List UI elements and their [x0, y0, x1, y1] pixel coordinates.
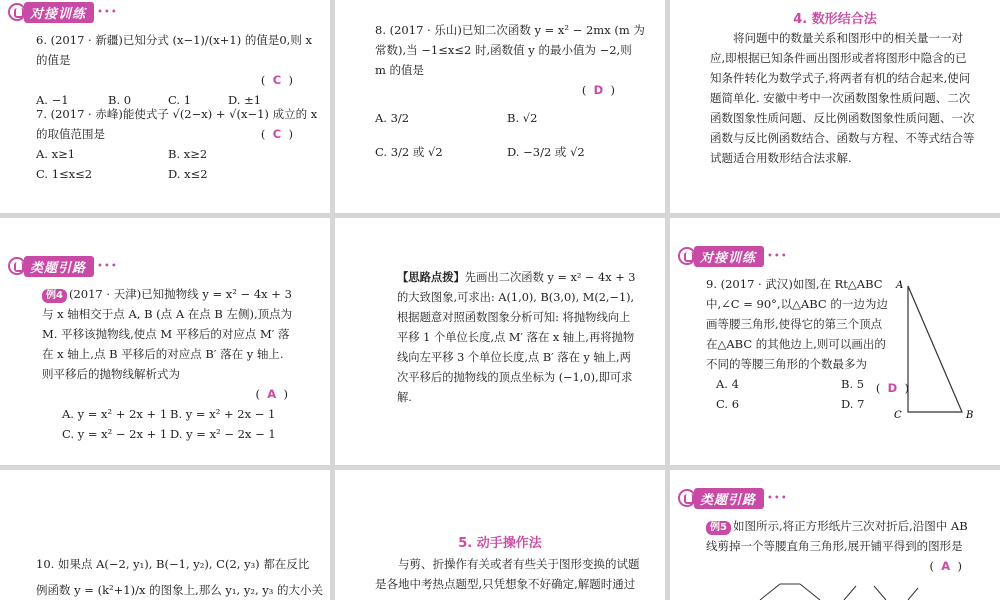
paren-close: ): [904, 381, 909, 395]
question-9: [706, 274, 909, 414]
hand-icon: [678, 489, 696, 507]
question-7-options-row1: [36, 144, 321, 164]
cell-q10: [0, 470, 330, 600]
paren-open: (: [255, 387, 260, 401]
label-b: B: [966, 410, 974, 421]
banner-label: 类题引路: [24, 256, 94, 277]
example-4-body: (2017 · 天津)已知抛物线 y = x² − 4x + 3 与 x 轴相交于点 A, B (点 A 在点 B 左侧),顶点为 M. 平移该抛物线,使点 M 平移后的对应点 M′ 落在 x 轴上,点 B 平移后的对应点 B′ 落在 y 轴上. 则平移后的抛物线解析式为: [42, 287, 293, 381]
cell-method-5: [335, 470, 665, 600]
banner-example: [8, 256, 118, 276]
option-a: A. y = x² + 2x + 1: [62, 407, 168, 421]
example-4-answer-row: [42, 384, 294, 404]
paren-open: (: [260, 73, 266, 87]
example-4-options-row2: [42, 424, 294, 444]
figure-line: [800, 584, 820, 600]
triangle-figure: [888, 274, 988, 424]
section-body-line1: 与剪、折操作有关或者有些关于图形变换的试题: [398, 557, 640, 571]
option-b: B. 0: [108, 93, 132, 107]
example-5: [706, 516, 968, 573]
tip-label: 【思路点拨】: [397, 271, 465, 284]
paren-open: (: [929, 559, 934, 573]
banner-practice: [678, 246, 788, 266]
banner-practice: [8, 2, 118, 22]
section-body: 将问题中的数量关系和图形中的相关量一一对应,即根据已知条件画出图形或者将图形中隐含的已知条件转化为数学式子,将两者有机的结合起来,使问题简单化. 安徽中考中一次函数图象性质问题、二次函数图象性质问题、反比例函数图象性质问题、一次函数与反比例函数结合、函数与方程、不等式结合等试题适合用数形结合法求解.: [710, 31, 975, 165]
cell-q6-q7: [0, 0, 330, 213]
cell-example-5: [670, 470, 1000, 600]
hand-icon: [8, 3, 26, 21]
question-7-answer: C: [272, 127, 282, 141]
question-10: [36, 554, 326, 600]
cell-example-4: [0, 218, 330, 465]
figure-line: [874, 586, 886, 600]
example-4-answer: A: [267, 387, 277, 401]
option-d: D. −3/2 或 √2: [507, 145, 585, 159]
question-7-text: 7. (2017 · 赤峰)能使式子 √(2−x) + √(x−1) 成立的 x 的取值范围是: [36, 107, 318, 141]
banner-label: 对接训练: [24, 2, 94, 23]
option-a: A. −1: [36, 93, 69, 107]
paren-open: (: [260, 127, 266, 141]
question-7: [36, 104, 321, 184]
question-6-answer-row: [36, 70, 321, 90]
section-title: 5. 动手操作法: [458, 536, 542, 551]
dots-decoration: •••: [767, 250, 788, 262]
figure-line: [760, 584, 780, 600]
cell-q8: [335, 0, 665, 213]
paren-close: ): [957, 559, 962, 573]
figure-line: [908, 588, 918, 600]
option-a: A. 4: [716, 377, 739, 391]
paren-close: ): [610, 83, 615, 97]
banner-example: [678, 488, 788, 508]
thinking-tip: [397, 268, 637, 408]
question-9-options-row1: [706, 374, 891, 394]
question-9-answer: D: [887, 381, 898, 395]
option-a: A. x≥1: [36, 147, 76, 161]
question-6: [36, 30, 321, 110]
dots-decoration: •••: [97, 260, 118, 272]
question-9-options-row2: [706, 394, 891, 414]
example-4: [42, 284, 294, 444]
dots-decoration: •••: [767, 492, 788, 504]
example-4-options-row1: [42, 404, 294, 424]
hand-icon: [8, 257, 26, 275]
label-c: C: [894, 410, 902, 421]
option-b: B. x≥2: [168, 147, 208, 161]
paren-close: ): [283, 387, 288, 401]
option-d: D. x≤2: [168, 167, 208, 181]
option-c: C. 3/2 或 √2: [375, 145, 443, 159]
question-6-text: 6. (2017 · 新疆)已知分式 (x−1)/(x+1) 的值是0,则 x 的值是: [36, 33, 312, 67]
option-c: C. y = x² − 2x + 1: [62, 427, 168, 441]
cell-tip: [335, 218, 665, 465]
hand-icon: [678, 247, 696, 265]
paren-close: ): [288, 73, 293, 87]
question-8-answer-row: [375, 80, 645, 100]
question-8-text: 8. (2017 · 乐山)已知二次函数 y = x² − 2mx (m 为常数),当 −1≤x≤2 时,函数值 y 的最小值为 −2,则 m 的值是: [375, 23, 645, 77]
question-8-answer: D: [593, 83, 604, 97]
question-8-options-row2: [375, 142, 645, 162]
example-tag: 例5: [706, 521, 731, 535]
question-6-answer: C: [272, 73, 282, 87]
label-a: A: [896, 280, 904, 291]
question-10-line2: 例函数 y = (k²+1)/x 的图象上,那么 y₁, y₂, y₃ 的大小关: [36, 583, 324, 597]
example-tag: 例4: [42, 289, 67, 303]
question-8-options-row1: [375, 108, 645, 128]
question-10-line1: 10. 如果点 A(−2, y₁), B(−1, y₂), C(2, y₃) 都在反比: [36, 557, 310, 571]
paren-open: (: [875, 381, 881, 395]
section-title: 4. 数形结合法: [793, 12, 877, 27]
paren-open: (: [581, 83, 587, 97]
example-5-body: 如图所示,将正方形纸片三次对折后,沿图中 AB 线剪掉一个等腰直角三角形,展开铺平得到的图形是: [706, 519, 968, 553]
option-d: D. 7: [841, 397, 865, 411]
tip-text: 先画出二次函数 y = x² − 4x + 3 的大致图象,可求出: A(1,0), B(3,0), M(2,−1), 根据题意对照函数图象分析可知: 将抛物线向上平移 1 个单位长度,点 M′ 落在 x 轴上,再将抛物线向左平移 3 个单位长度,点 B′ 落在 y 轴上,两次平移后的抛物线的顶点坐标为 (−1,0),即可求解.: [397, 271, 636, 404]
option-d: D. y = x² − 2x − 1: [170, 427, 276, 441]
section-body-line2: 是各地中考热点题型,只凭想象不好确定,解题时通过: [375, 577, 636, 591]
option-d: D. ±1: [228, 93, 262, 107]
option-c: C. 1: [168, 93, 192, 107]
example-5-answer: A: [941, 559, 951, 573]
example-5-answer-row: [929, 556, 962, 576]
option-c: C. 1≤x≤2: [36, 167, 93, 181]
example-4-text: [42, 284, 294, 384]
triangle-abc: [908, 286, 962, 412]
question-7-answer-row: [261, 124, 293, 144]
question-7-options-row2: [36, 164, 321, 184]
option-c: C. 6: [716, 397, 740, 411]
figure-line: [844, 586, 856, 600]
paren-close: ): [288, 127, 293, 141]
cell-method-4: [670, 0, 1000, 213]
fold-figures: [740, 582, 940, 600]
example-5-text: [706, 516, 968, 556]
cell-q9: [670, 218, 1000, 465]
dots-decoration: •••: [97, 6, 118, 18]
question-9-text: 9. (2017 · 武汉)如图,在 Rt△ABC 中,∠C = 90°,以△ABC 的一边为边画等腰三角形,使得它的第三个顶点在△ABC 的其他边上,则可以画出的不同的等腰三角形的个数最多为: [706, 277, 888, 371]
banner-label: 类题引路: [694, 488, 764, 509]
question-8: [375, 20, 645, 162]
option-b: B. y = x² + 2x − 1: [170, 407, 276, 421]
banner-label: 对接训练: [694, 246, 764, 267]
option-b: B. √2: [507, 111, 538, 125]
option-a: A. 3/2: [375, 111, 410, 125]
option-b: B. 5: [841, 377, 865, 391]
